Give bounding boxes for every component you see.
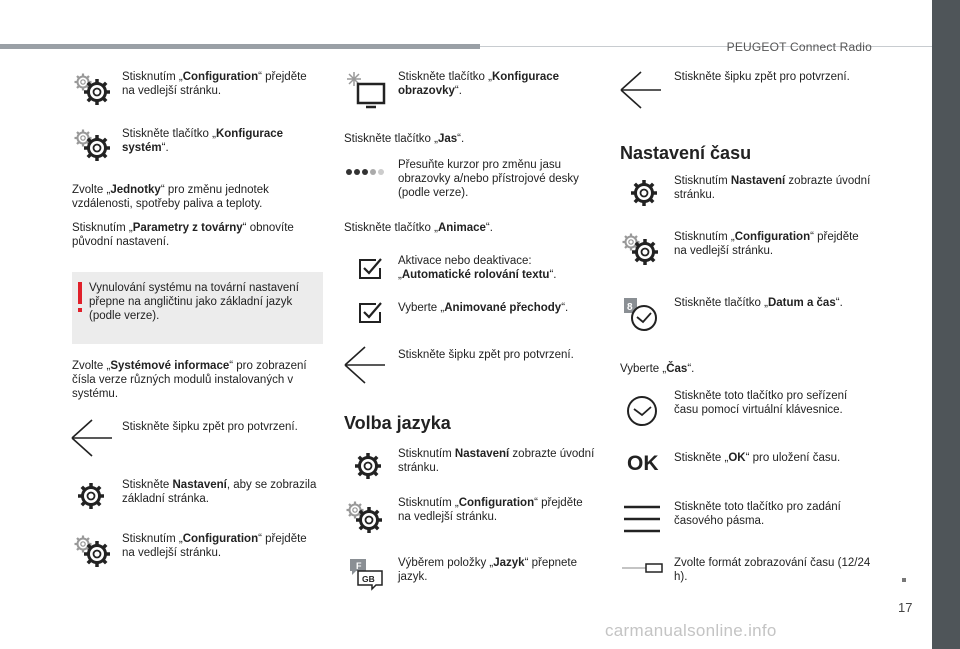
- settings-icon-2: [353, 451, 383, 481]
- svg-text:F: F: [356, 561, 362, 571]
- col2-item-settings: Stisknutím Nastavení zobrazte úvodní stránku.: [398, 448, 595, 474]
- page-number: 17: [898, 600, 913, 615]
- col1-item-configuration-2: Stisknutím „Configuration“ přejděte na vedlejší stránku.: [122, 533, 307, 559]
- col1-para-sysinfo: Zvolte „Systémové informace“ pro zobrazení čísla verze různých modulů instalovaných v systému.: [72, 360, 307, 400]
- warning-icon: [78, 282, 82, 304]
- svg-text:8: 8: [627, 302, 633, 313]
- col1-item-settings: Stiskněte Nastavení, aby se zobrazila základní stránka.: [122, 479, 317, 505]
- ok-icon: OK: [627, 452, 659, 475]
- col3-item-date-time: Stiskněte tlačítko „Datum a čas“.: [674, 297, 843, 309]
- menu-icon: [622, 503, 662, 535]
- configuration-icon-3: [344, 498, 386, 536]
- back-arrow-icon: [70, 418, 116, 460]
- configuration-icon-4: [620, 230, 662, 268]
- col3-item-configuration: Stisknutím „Configuration“ přejděte na vedlejší stránku.: [674, 231, 859, 257]
- col2-para-brightness: Stiskněte tlačítko „Jas“.: [344, 133, 465, 145]
- col1-item-back: Stiskněte šipku zpět pro potvrzení.: [122, 421, 298, 433]
- warning-box: [72, 272, 323, 344]
- col3-item-time-adjust: Stiskněte toto tlačítko pro seřízení času pomocí virtuální klávesnice.: [674, 390, 848, 416]
- settings-icon-3: [629, 178, 659, 208]
- brightness-slider-icon: [344, 167, 390, 177]
- col3-item-settings: Stisknutím Nastavení zobrazte úvodní stránku.: [674, 175, 871, 201]
- col2-item-language: Výběrem položky „Jazyk“ přepnete jazyk.: [398, 557, 578, 583]
- col3-item-back: Stiskněte šipku zpět pro potvrzení.: [674, 71, 850, 83]
- back-arrow-icon-3: [619, 70, 665, 112]
- col2-item-back: Stiskněte šipku zpět pro potvrzení.: [398, 349, 574, 361]
- col1-para-factory: Stisknutím „Parametry z továrny“ obnovíte původní nastavení.: [72, 222, 294, 248]
- col3-item-timezone: Stiskněte toto tlačítko pro zadání časového pásma.: [674, 501, 841, 527]
- screen-config-icon: [344, 70, 390, 110]
- header-title: PEUGEOT Connect Radio: [726, 40, 872, 54]
- configuration-icon-2: [72, 532, 114, 570]
- col1-para-units: Zvolte „Jednotky“ pro změnu jednotek vzdálenosti, spotřeby paliva a teploty.: [72, 184, 269, 210]
- heading-language: Volba jazyka: [344, 413, 451, 433]
- col2-para-animation: Stiskněte tlačítko „Animace“.: [344, 222, 493, 234]
- col3-para-time: Vyberte „Čas“.: [620, 363, 695, 375]
- system-config-icon: [72, 126, 114, 164]
- configuration-icon: [72, 70, 114, 108]
- settings-icon: [76, 481, 106, 511]
- col2-item-screen-config: Stiskněte tlačítko „Konfigurace obrazovky“.: [398, 71, 560, 97]
- svg-text:GB: GB: [362, 574, 375, 584]
- page-marker: [902, 578, 906, 582]
- col2-item-configuration: Stisknutím „Configuration“ přejděte na vedlejší stránku.: [398, 497, 583, 523]
- watermark: carmanualsonline.info: [605, 621, 777, 640]
- checkbox-icon-2: [358, 300, 384, 326]
- col3-item-ok: Stiskněte „OK“ pro uložení času.: [674, 452, 841, 464]
- col2-item-autoscroll: Aktivace nebo deaktivace: „Automatické rolování textu“.: [398, 255, 557, 281]
- col1-item-system-config: Stiskněte tlačítko „Konfigurace systém“.: [122, 128, 284, 154]
- col2-item-transitions: Vyberte „Animované přechody“.: [398, 302, 569, 314]
- back-arrow-icon-2: [343, 345, 389, 387]
- language-flag-icon: [346, 557, 388, 591]
- date-time-icon: [622, 296, 662, 332]
- col2-item-brightness: Přesuňte kurzor pro změnu jasu obrazovky a/nebo přístrojové desky (podle verze).: [398, 159, 579, 199]
- heading-time-settings: Nastavení času: [620, 143, 752, 163]
- col1-item-configuration: Stisknutím „Configuration“ přejděte na vedlejší stránku.: [122, 71, 307, 97]
- header-bar: [0, 44, 480, 49]
- toggle-switch-icon: [620, 561, 664, 575]
- clock-keyboard-icon: [624, 393, 660, 429]
- page-edge-strip: [932, 0, 960, 649]
- warning-text: Vynulování systému na tovární nastavení přepne na angličtinu jako základní jazyk (podle verze).: [89, 282, 299, 322]
- checkbox-icon: [358, 256, 384, 282]
- col3-item-time-format: Zvolte formát zobrazování času (12/24 h).: [674, 557, 871, 583]
